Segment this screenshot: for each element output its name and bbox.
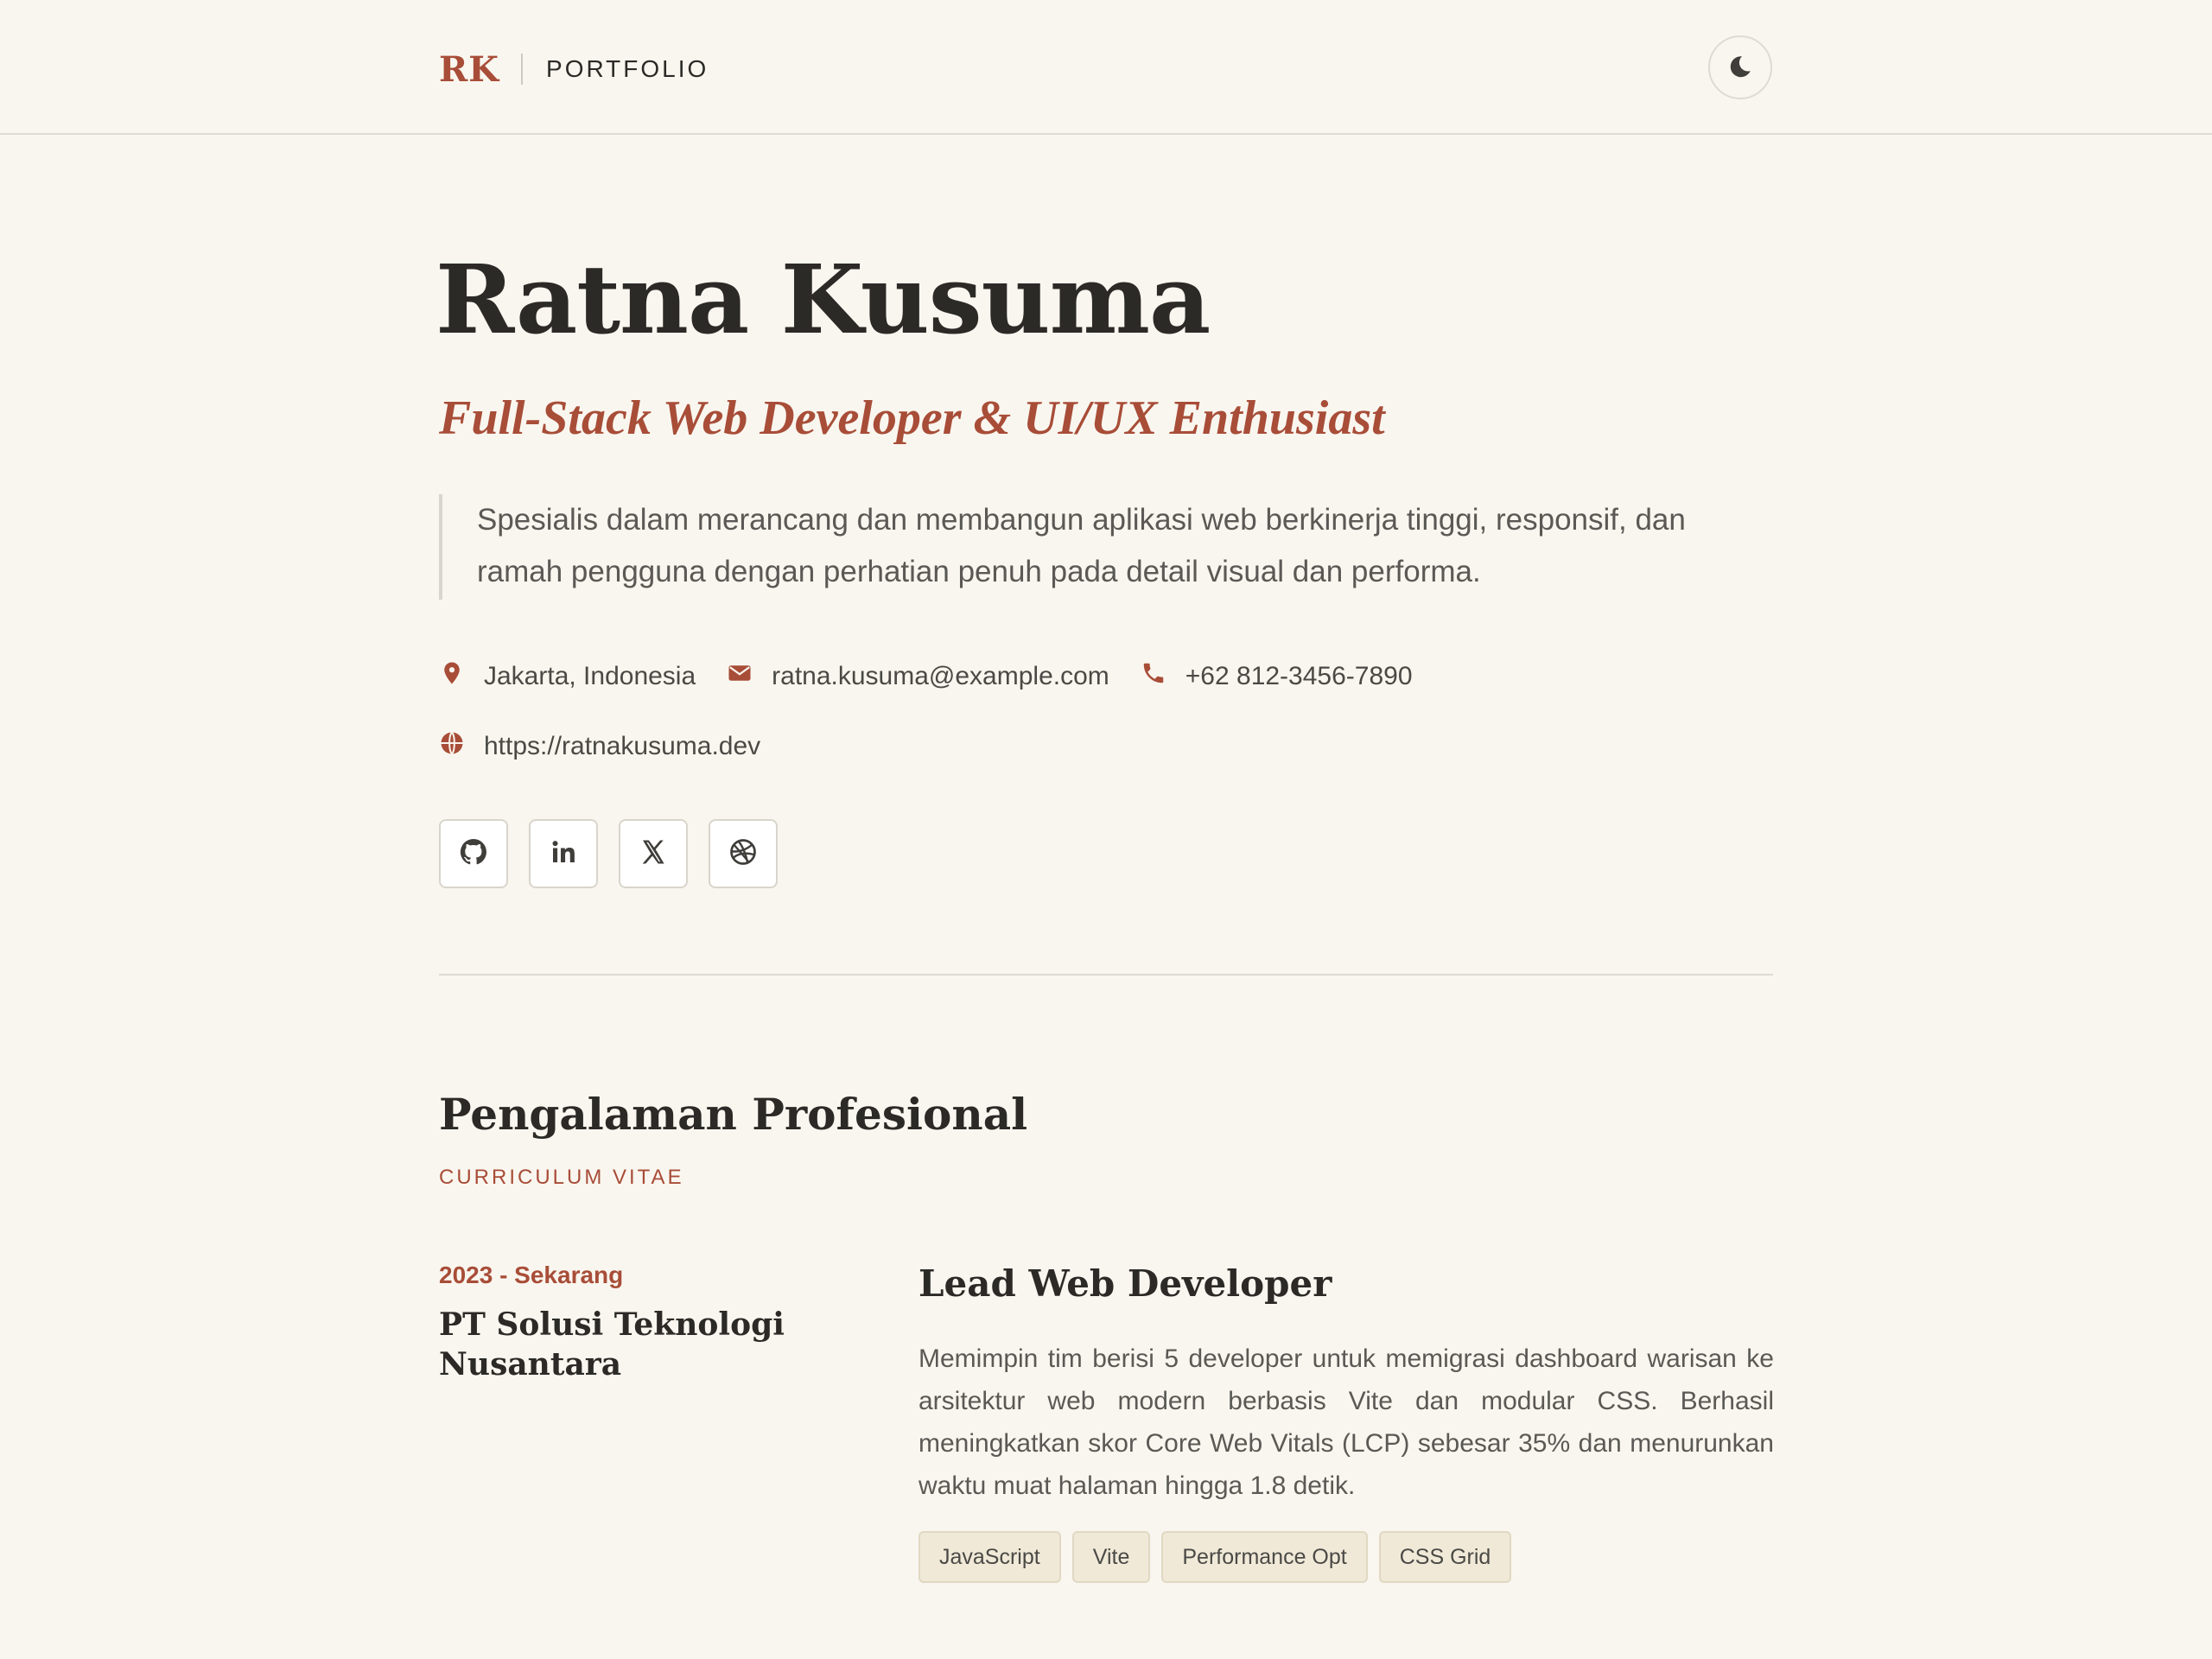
- linkedin-link[interactable]: [529, 819, 598, 888]
- contact-location: [439, 660, 696, 693]
- hero-name: Ratna Kusuma: [435, 244, 1211, 355]
- contact-phone-text: +62 812-3456-7890: [1185, 662, 1413, 690]
- github-link[interactable]: [439, 819, 508, 888]
- contact-row-primary: [439, 655, 1413, 698]
- contact-website[interactable]: [439, 730, 760, 763]
- location-pin-icon: [439, 660, 484, 693]
- section-title: Pengalaman Profesional: [439, 1089, 1028, 1140]
- contact-email[interactable]: [727, 660, 1109, 693]
- skill-tag: Vite: [1072, 1531, 1151, 1583]
- job-period: 2023 - Sekarang: [439, 1262, 624, 1288]
- skill-tag: Performance Opt: [1161, 1531, 1367, 1583]
- job-description: Memimpin tim berisi 5 developer untuk memigrasi dashboard warisan ke arsitektur web modern berbasis Vite dan modular CSS. Berhasil meningkatkan skor Core Web Vitals (LCP) sebesar 35% dan menurunkan waktu muat halaman hingga 1.8 detik.: [918, 1344, 1774, 1500]
- skill-tag: JavaScript: [918, 1531, 1061, 1583]
- site-logo[interactable]: [439, 47, 709, 92]
- logo-initials: RK: [439, 48, 500, 90]
- linkedin-icon: [548, 836, 579, 872]
- logo-divider: [521, 54, 523, 85]
- x-twitter-link[interactable]: [619, 819, 688, 888]
- job-role: Lead Web Developer: [918, 1262, 1332, 1305]
- skill-tag: CSS Grid: [1379, 1531, 1512, 1583]
- contact-row-secondary: [439, 725, 760, 768]
- contact-phone[interactable]: [1141, 660, 1413, 693]
- logo-label: PORTFOLIO: [546, 55, 709, 82]
- x-twitter-icon: [638, 836, 669, 872]
- phone-icon: [1141, 660, 1185, 693]
- section-divider: [439, 974, 1773, 976]
- contact-email-text: ratna.kusuma@example.com: [772, 662, 1109, 690]
- section-kicker: CURRICULUM VITAE: [439, 1166, 684, 1189]
- github-icon: [458, 836, 489, 872]
- hero-summary: Spesialis dalam merancang dan membangun aplikasi web berkinerja tinggi, responsif, dan ramah pengguna dengan perhatian penuh pada detail visual dan performa.: [439, 494, 1773, 600]
- theme-toggle-button[interactable]: [1708, 35, 1772, 99]
- globe-icon: [439, 730, 484, 763]
- dribbble-icon: [728, 836, 759, 872]
- dribbble-link[interactable]: [709, 819, 778, 888]
- hero-subtitle: Full-Stack Web Developer & UI/UX Enthusiast: [439, 391, 1385, 445]
- social-links: [439, 819, 798, 888]
- site-header: [0, 0, 2212, 135]
- job-tags: [918, 1531, 1522, 1583]
- contact-website-text: https://ratnakusuma.dev: [484, 732, 761, 760]
- envelope-icon: [727, 660, 772, 693]
- contact-location-text: Jakarta, Indonesia: [484, 662, 696, 690]
- job-company: PT Solusi Teknologi Nusantara: [439, 1306, 785, 1382]
- moon-icon: [1726, 53, 1754, 83]
